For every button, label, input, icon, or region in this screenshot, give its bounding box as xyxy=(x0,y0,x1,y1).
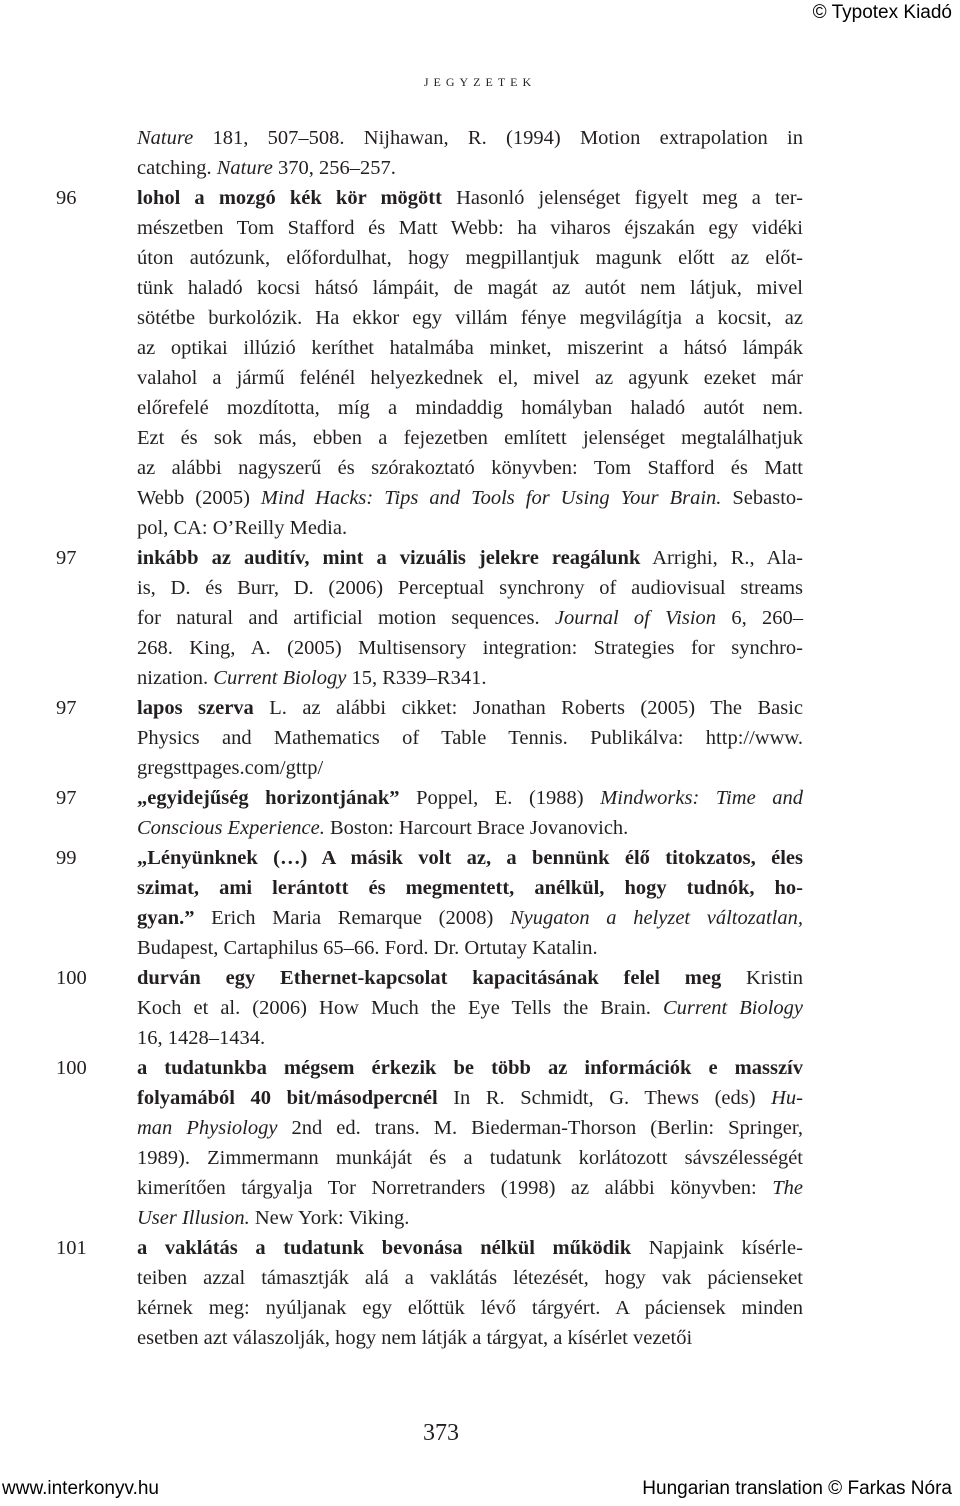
endnote-line xyxy=(0,513,803,543)
endnote-text: úton autózunk, előfordulhat, hogy megpillantjuk magunk előtt az előt- xyxy=(137,247,803,269)
endnote-text: Kristin xyxy=(721,967,803,989)
endnote-text: Hasonló jelenséget figyelt meg a ter- xyxy=(441,187,804,209)
endnote-text: Budapest, Cartaphilus 65–66. Ford. Dr. Ortutay Katalin. xyxy=(137,937,598,959)
endnote-line xyxy=(0,1323,803,1353)
endnote-text: Sebasto- xyxy=(721,487,803,509)
endnote-title: Nature xyxy=(137,127,194,149)
endnote-keyword: inkább az auditív, mint a vizuális jelekre reagálunk xyxy=(137,547,641,569)
endnote-page-number: 97 xyxy=(56,787,77,809)
endnote-line xyxy=(0,243,803,273)
endnote-text: tünk haladó kocsi hátsó lámpáit, de magát az autót nem látjuk, mivel xyxy=(137,277,803,299)
endnote xyxy=(0,693,803,783)
endnote-line xyxy=(0,663,803,693)
endnote-text: Physics and Mathematics of Table Tennis. Publikálva: http://www. xyxy=(137,727,803,749)
endnote-line xyxy=(0,573,803,603)
endnote-line xyxy=(0,753,803,783)
endnote-line xyxy=(0,123,803,153)
endnote-text: kimerítően tárgyalja Tor Norretranders (1998) az alábbi könyvben: xyxy=(137,1177,773,1199)
running-head: jegyzetek xyxy=(423,71,537,90)
endnote-line xyxy=(0,273,803,303)
endnote-title: Nature xyxy=(216,157,273,179)
endnote-line xyxy=(0,993,803,1023)
endnote-page-number: 100 xyxy=(56,967,87,989)
endnote-keyword: durván egy Ethernet-kapcsolat kapacitásának felel meg xyxy=(137,967,722,989)
endnote-title: User Illusion. xyxy=(137,1207,250,1229)
endnote-text: Arrighi, R., Ala- xyxy=(640,547,804,569)
endnote-keyword: lapos szerva xyxy=(137,697,254,719)
endnote-line xyxy=(0,453,803,483)
endnote-text: teiben azzal támasztják alá a vaklátás létezését, hogy vak pácienseket xyxy=(137,1267,803,1289)
endnote xyxy=(0,1233,803,1353)
endnote-text: sötétbe burkolózik. Ha ekkor egy villám fénye megvilágítja a kocsit, az xyxy=(137,307,803,329)
endnote-line xyxy=(0,963,803,993)
endnote-text: az alábbi nagyszerű és szórakoztató könyvben: Tom Stafford és Matt xyxy=(137,457,803,479)
endnote-title: man Physiology xyxy=(137,1117,278,1139)
endnote-line xyxy=(0,153,803,183)
endnote-title: Current Biology xyxy=(213,667,347,689)
endnote-line xyxy=(0,1203,803,1233)
endnote xyxy=(0,963,803,1053)
endnote-text: pol, CA: O’Reilly Media. xyxy=(137,517,348,539)
endnote xyxy=(0,123,803,183)
endnote-page-number: 101 xyxy=(56,1237,87,1259)
endnote-text: az optikai illúzió keríthet hatalmába minket, miszerint a hátsó lámpák xyxy=(137,337,803,359)
endnote-line xyxy=(0,633,803,663)
endnote-keyword: „egyidejűség horizontjának” xyxy=(137,787,400,809)
endnote-title: Nyugaton a helyzet változatlan, xyxy=(509,907,803,929)
endnote-line xyxy=(0,333,803,363)
endnote-page-number: 99 xyxy=(56,847,77,869)
endnote xyxy=(0,1053,803,1233)
endnote-text: esetben azt válaszolják, hogy nem látják a tárgyat, a kísérlet vezetői xyxy=(137,1327,693,1349)
endnote-text: 2nd ed. trans. M. Biederman-Thorson (Berlin: Springer, xyxy=(277,1117,803,1139)
endnote-title: Hu- xyxy=(771,1087,804,1109)
endnote-page-number: 96 xyxy=(56,187,77,209)
endnote-line xyxy=(0,303,803,333)
endnote-title: Mind Hacks: Tips and Tools for Using Your Brain. xyxy=(260,487,722,509)
endnote-text: kérnek meg: nyúljanak egy előttük lévő tárgyért. A páciensek minden xyxy=(137,1297,803,1319)
endnote-line xyxy=(0,903,803,933)
endnote-title: Journal of Vision xyxy=(554,607,717,629)
endnote-text: 1989). Zimmermann munkáját és a tudatunk korlátozott sávszélességét xyxy=(137,1147,803,1169)
endnote-keyword: gyan.” xyxy=(137,907,195,929)
endnote-text: Boston: Harcourt Brace Jovanovich. xyxy=(324,817,629,839)
endnote-title: Current Biology xyxy=(663,997,803,1019)
endnote-page-number: 97 xyxy=(56,547,77,569)
endnote-line xyxy=(0,1293,803,1323)
endnote-line xyxy=(0,543,803,573)
endnote-line xyxy=(0,723,803,753)
endnote-line xyxy=(0,1143,803,1173)
endnote-line xyxy=(0,213,803,243)
endnote-keyword: a vaklátás a tudatunk bevonása nélkül működik xyxy=(137,1237,632,1259)
endnote-line xyxy=(0,603,803,633)
endnote-line xyxy=(0,183,803,213)
endnote xyxy=(0,843,803,963)
endnote-text: gregsttpages.com/gttp/ xyxy=(137,757,324,779)
endnote-line xyxy=(0,1053,803,1083)
endnote-line xyxy=(0,1173,803,1203)
endnote-text: mészetben Tom Stafford és Matt Webb: ha viharos éjszakán egy vidéki xyxy=(137,217,803,239)
endnote-line xyxy=(0,1233,803,1263)
endnote-line xyxy=(0,783,803,813)
endnote-text: 16, 1428–1434. xyxy=(137,1027,266,1049)
endnote xyxy=(0,543,803,693)
endnote-line xyxy=(0,843,803,873)
endnote-keyword: „Lényünknek (…) A másik volt az, a bennünk élő titokzatos, éles xyxy=(137,847,803,869)
endnote-text: In R. Schmidt, G. Thews (eds) xyxy=(437,1087,772,1109)
endnote-text: Webb (2005) xyxy=(137,487,261,509)
publisher-credit: © Typotex Kiadó xyxy=(812,2,952,23)
endnote-text: New York: Viking. xyxy=(249,1207,410,1229)
endnote-text: 181, 507–508. Nijhawan, R. (1994) Motion extrapolation in xyxy=(193,127,803,149)
endnote-title: Conscious Experience. xyxy=(137,817,325,839)
translation-credit: Hungarian translation © Farkas Nóra xyxy=(642,1478,952,1499)
endnote xyxy=(0,183,803,543)
endnote-page-number: 100 xyxy=(56,1057,87,1079)
page-number: 373 xyxy=(423,1420,459,1446)
endnote-line xyxy=(0,483,803,513)
endnote-line xyxy=(0,423,803,453)
endnote xyxy=(0,783,803,843)
endnote-text: for natural and artificial motion sequences. xyxy=(137,607,555,629)
endnote-text: Ezt és sok más, ebben a fejezetben említett jelenséget megtalálhatjuk xyxy=(137,427,803,449)
endnote-line xyxy=(0,873,803,903)
endnote-line xyxy=(0,363,803,393)
endnotes-list xyxy=(0,123,803,1353)
endnote-keyword: a tudatunkba mégsem érkezik be több az információk e masszív xyxy=(137,1057,803,1079)
endnote-text: 15, R339–R341. xyxy=(346,667,487,689)
endnote-line xyxy=(0,1263,803,1293)
endnote-text: Erich Maria Remarque (2008) xyxy=(194,907,510,929)
endnote-text: 268. King, A. (2005) Multisensory integration: Strategies for synchro- xyxy=(137,637,803,659)
endnote-keyword: szimat, ami lerántott és megmentett, anélkül, hogy tudnók, ho- xyxy=(137,877,803,899)
endnote-keyword: folyamából 40 bit/másodpercnél xyxy=(137,1087,438,1109)
endnote-text: előrefelé mozdította, míg a mindaddig homályban haladó autót nem. xyxy=(137,397,803,419)
endnote-text: 6, 260– xyxy=(716,607,803,629)
website-credit: www.interkonyv.hu xyxy=(2,1478,159,1499)
endnote-text: L. az alábbi cikket: Jonathan Roberts (2005) The Basic xyxy=(253,697,803,719)
endnote-text: 370, 256–257. xyxy=(272,157,396,179)
endnote-line xyxy=(0,813,803,843)
endnote-text: is, D. és Burr, D. (2006) Perceptual synchrony of audiovisual streams xyxy=(137,577,803,599)
endnote-text: Poppel, E. (1988) xyxy=(399,787,601,809)
endnote-line xyxy=(0,693,803,723)
endnote-page-number: 97 xyxy=(56,697,77,719)
endnote-line xyxy=(0,1083,803,1113)
endnote-text: nization. xyxy=(137,667,214,689)
endnote-title: Mindworks: Time and xyxy=(600,787,804,809)
endnote-line xyxy=(0,933,803,963)
endnote-text: Napjaink kísérle- xyxy=(631,1237,803,1259)
endnote-line xyxy=(0,393,803,423)
endnote-text: valahol a jármű felénél helyezkednek el, mivel az agyunk ezeket már xyxy=(137,367,803,389)
endnote-keyword: lohol a mozgó kék kör mögött xyxy=(137,187,442,209)
endnote-line xyxy=(0,1113,803,1143)
endnote-title: The xyxy=(772,1177,803,1199)
endnote-line xyxy=(0,1023,803,1053)
endnote-text: catching. xyxy=(137,157,217,179)
endnote-text: Koch et al. (2006) How Much the Eye Tells the Brain. xyxy=(137,997,663,1019)
